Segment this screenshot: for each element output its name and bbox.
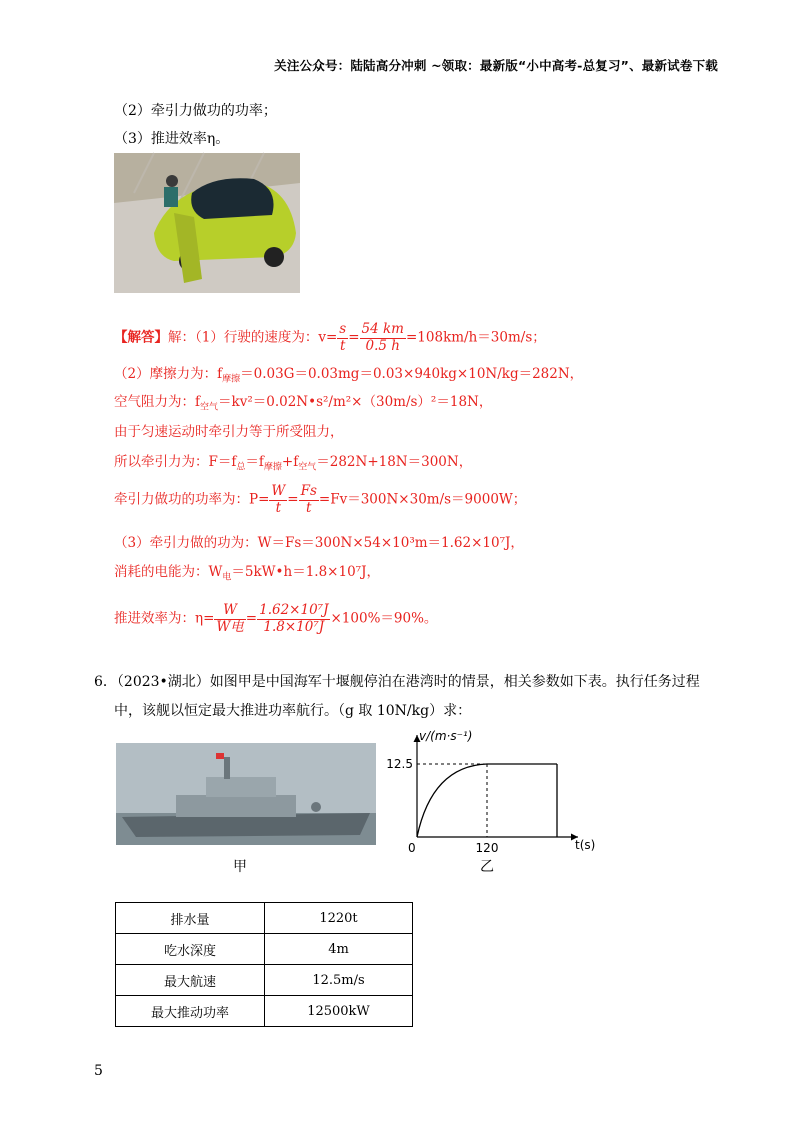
numerator: 54 km [361, 321, 404, 337]
x-axis-label: t(s) [575, 838, 596, 852]
answer-text: 推进效率为：η= [114, 610, 215, 627]
answer-text: 空气阻力为：f [114, 394, 200, 410]
answer-line-7: （3）牵引力做的功为：W＝Fs＝300N×54×10³m＝1.62×10⁷J， [114, 535, 524, 551]
answer-text: = [287, 491, 299, 508]
answer-tag: 【解答】 [114, 329, 168, 346]
table-row [116, 996, 413, 1027]
param-name-cell: 排水量 [116, 903, 265, 934]
answer-text: =Fv＝300N×30m/s＝9000W； [318, 491, 527, 508]
question-6-line-2: 中，该舰以恒定最大推进功率航行。（g 取 10N/kg）求： [114, 703, 472, 719]
denominator: t [340, 337, 346, 354]
numerator: W [214, 604, 245, 620]
fraction [214, 604, 245, 634]
answer-text: = [348, 329, 360, 346]
answer-text: = [245, 610, 258, 627]
y-tick-label: 12.5 [386, 757, 413, 771]
question-6-line-1: 6．（2023•湖北）如图甲是中国海军十堰舰停泊在港湾时的情景，相关参数如下表。执行任务过程 [94, 674, 700, 690]
answer-text: ＝kv²＝0.02N•s²/m²×（30m/s）²＝18N， [218, 394, 493, 410]
subscript: 电 [222, 572, 232, 583]
denominator: 0.5 h [365, 337, 400, 354]
question-part-2: （2）牵引力做功的功率； [114, 103, 277, 119]
fraction [257, 604, 330, 634]
subscript: 空气 [200, 402, 219, 413]
table-row [116, 965, 413, 996]
table-row [116, 903, 413, 934]
answer-line-4: 由于匀速运动时牵引力等于所受阻力， [114, 424, 344, 440]
param-name-cell: 最大航速 [116, 965, 265, 996]
denominator: t [306, 499, 312, 516]
answer-text: 消耗的电能为：W [114, 564, 223, 580]
answer-line-9 [114, 604, 437, 634]
numerator: W [271, 483, 286, 499]
fraction [269, 485, 287, 515]
param-name-cell: 吃水深度 [116, 934, 265, 965]
subscript: 摩擦 [222, 374, 241, 385]
solar-car-photo [114, 153, 300, 293]
figure-label-yi: 乙 [480, 859, 494, 875]
answer-text: 所以牵引力为：F＝f [114, 454, 237, 470]
denominator: 1.8×10⁷J [263, 618, 325, 635]
answer-line-8 [114, 566, 380, 583]
param-value-cell: 1220t [265, 903, 413, 934]
answer-text: ×100%＝90%。 [330, 610, 438, 627]
fraction [360, 323, 406, 353]
numerator: s [339, 321, 347, 337]
fraction [337, 323, 348, 353]
subscript: 总 [236, 462, 246, 473]
answer-text: ＝282N+18N＝300N， [316, 454, 473, 470]
origin-label: 0 [408, 841, 416, 855]
answer-line-3 [114, 396, 492, 413]
subscript: 摩擦 [263, 462, 282, 473]
answer-line-1 [114, 323, 546, 353]
y-axis-label: v/(m·s⁻¹) [419, 729, 473, 743]
denominator: W电 [216, 618, 244, 635]
page-number: 5 [94, 1063, 103, 1079]
param-value-cell: 12500kW [265, 996, 413, 1027]
answer-text: +f [281, 454, 299, 470]
answer-text: ＝5kW•h＝1.8×10⁷J， [231, 564, 380, 580]
fraction [299, 485, 319, 515]
answer-line-5 [114, 456, 472, 473]
x-tick-label: 120 [475, 841, 499, 855]
answer-line-6 [114, 485, 526, 515]
page-header: 关注公众号：陆陆高分冲刺 ~领取：最新版“小中高考-总复习”、最新试卷下载 [274, 58, 718, 73]
velocity-time-chart [386, 725, 610, 870]
answer-text: ＝f [245, 454, 264, 470]
answer-text: =108km/h＝30m/s； [405, 329, 546, 346]
question-part-3: （3）推进效率η。 [114, 131, 230, 147]
param-value-cell: 12.5m/s [265, 965, 413, 996]
denominator: t [275, 499, 282, 516]
answer-text: （2）摩擦力为：f [114, 366, 223, 382]
figure-label-jia: 甲 [233, 859, 247, 875]
answer-text: 解：（1）行驶的速度为：v= [168, 329, 338, 346]
warship-photo [116, 743, 376, 845]
subscript: 空气 [298, 462, 317, 473]
param-value-cell: 4m [265, 934, 413, 965]
answer-text: 牵引力做功的功率为：P= [114, 491, 270, 508]
param-name-cell: 最大推动功率 [116, 996, 265, 1027]
numerator: 1.62×10⁷J [259, 602, 329, 618]
parameter-table [115, 902, 413, 1027]
answer-line-2 [114, 368, 583, 385]
table-row [116, 934, 413, 965]
answer-text: ＝0.03G＝0.03mg＝0.03×940kg×10N/kg＝282N， [240, 366, 584, 382]
numerator: Fs [300, 483, 317, 499]
